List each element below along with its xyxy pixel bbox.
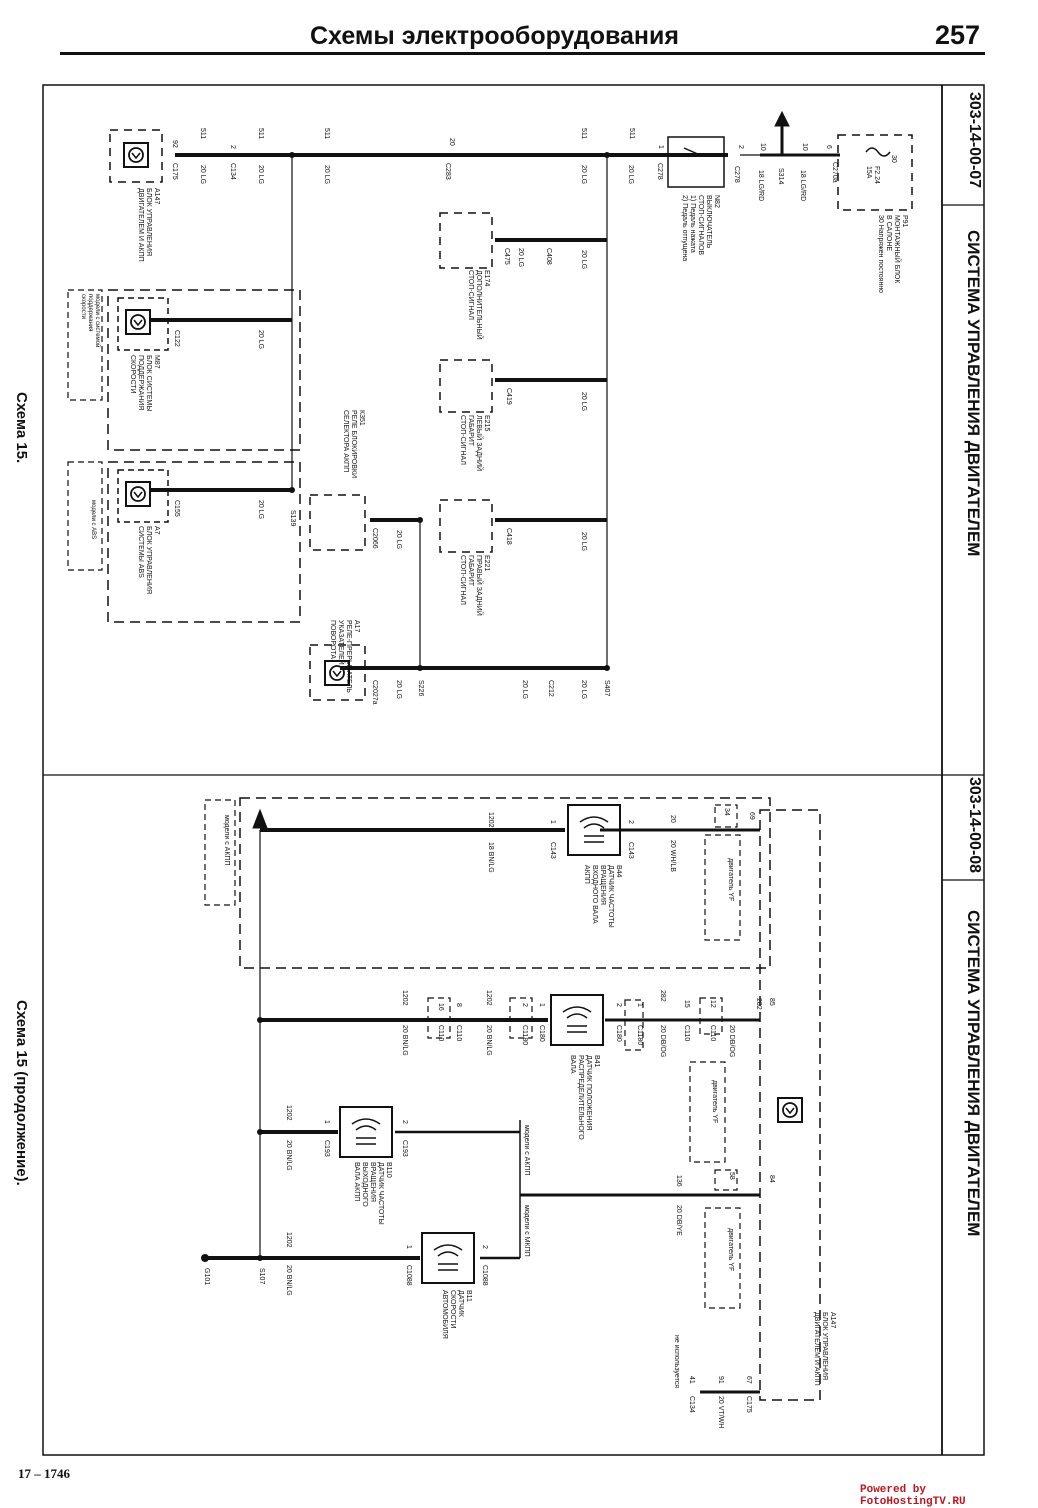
wire-bnlg-d: 20 BN/LG xyxy=(285,1265,292,1296)
pin-2-c1180: 2 xyxy=(521,1003,528,1007)
pin-2-b41: 2 xyxy=(615,1003,622,1007)
pin-58: 58 xyxy=(728,1172,735,1180)
c419: C419 xyxy=(505,388,512,405)
wire-lg-11: 20 LG xyxy=(580,532,587,552)
right-caption: Схема 15 (продолжение). xyxy=(13,1000,30,1186)
pin-2b: 2 xyxy=(229,145,236,149)
w511-c: 511 xyxy=(323,128,330,140)
pin-1a: 1 xyxy=(657,145,664,149)
b11-label: В11 ДАТЧИК СКОРОСТИ АВТОМОБИЛЯ xyxy=(441,1290,472,1339)
a147-right-label: А147 БЛОК УПРАВЛЕНИЯ ДВИГАТЕЛЕМ И АКПП xyxy=(813,1312,836,1386)
e174-label: Е174 ДОПОЛНИТЕЛЬНЫЙ СТОП-СИГНАЛ xyxy=(467,270,490,340)
c110-c: C110 xyxy=(455,1025,462,1042)
c408: C408 xyxy=(545,248,552,265)
pin-1-b41b: 1 xyxy=(538,1003,545,1007)
pin-85: 85 xyxy=(768,998,775,1006)
b41-sensor-icon xyxy=(551,995,603,1045)
c1088-a: C1088 xyxy=(481,1265,488,1286)
wire-lg-1: 20 LG xyxy=(627,165,634,185)
b41-label: В41 ДАТЧИК ПОЛОЖЕНИЯ РАСПРЕДЕЛИТЕЛЬНОГО ВАЛА xyxy=(569,1055,600,1140)
pin-2-b44: 2 xyxy=(627,820,634,824)
s226: S226 xyxy=(417,680,424,697)
wire-lgrd-2: 18 LG/RD xyxy=(757,170,764,202)
c2027a: C2027a xyxy=(371,680,378,705)
s107: S107 xyxy=(258,1268,265,1285)
pin-91: 91 xyxy=(717,1376,724,1384)
a7-note: модели с ABS xyxy=(90,500,96,540)
c155: C155 xyxy=(173,500,180,517)
c2066: C2066 xyxy=(371,528,378,549)
fuse-label: F2.24 15А xyxy=(865,166,880,184)
c270a: C270a xyxy=(831,162,838,183)
w282-a: 282 xyxy=(755,998,762,1010)
c143-a: C143 xyxy=(627,842,634,859)
left-system-title: СИСТЕМА УПРАВЛЕНИЯ ДВИГАТЕЛЕМ xyxy=(964,230,983,557)
wire-lg-5: 20 LG xyxy=(199,165,206,185)
s407: S407 xyxy=(603,680,610,697)
wire-lg-8: 20 LG xyxy=(257,330,264,350)
w1202-d: 1202 xyxy=(285,1105,292,1121)
c143-b: C143 xyxy=(549,842,556,859)
wire-lg-3: 20 LG xyxy=(323,165,330,185)
wire-dbog-b: 20 DB/OG xyxy=(659,1025,666,1058)
c193-a: C193 xyxy=(401,1140,408,1157)
c110-a: C110 xyxy=(709,1025,716,1042)
pin-16: 16 xyxy=(437,1003,444,1011)
c134-left: C134 xyxy=(229,163,236,180)
c122: C122 xyxy=(173,330,180,347)
c110-d: C110 xyxy=(437,1025,444,1042)
pin-34: 34 xyxy=(723,808,730,816)
e221-label: Е221 ПРАВЫЙ ЗАДНИЙ ГАБАРИТ СТОП-СИГНАЛ xyxy=(459,555,490,616)
wire-lg-15: 20 LG xyxy=(395,680,402,700)
engine-note-3: двигатель YF xyxy=(727,1228,734,1272)
wire-lg-12: 20 LG xyxy=(395,530,402,550)
wire-lg-14: 20 LG xyxy=(521,680,528,700)
e215-label: Е215 ЛЕВЫЙ ЗАДНИЙ ГАБАРИТ СТОП-СИГНАЛ xyxy=(459,415,490,472)
wire-lg-10: 20 LG xyxy=(257,500,264,520)
c212: C212 xyxy=(547,680,554,697)
footer-watermark: Powered by FotoHostingTV.RU xyxy=(860,1484,966,1508)
w1202-c: 1202 xyxy=(401,990,408,1006)
wire-lg-6: 20 LG xyxy=(517,248,524,268)
wire-bnlg-b: 20 BN/LG xyxy=(401,1025,408,1056)
pin-67: 67 xyxy=(745,1376,752,1384)
w1202-e: 1202 xyxy=(285,1232,292,1248)
a17-label: А17 РЕЛЕ-ПРЕРЫВАТЕЛЬ УКАЗАТЕЛЕЙ ПОВОРОТА xyxy=(329,620,360,693)
engine-note-2: двигатель YF xyxy=(711,1080,718,1124)
akpp-note-2: модели с АКПП xyxy=(523,1125,530,1176)
c1088-b: C1088 xyxy=(405,1265,412,1286)
c1180-a: C1180 xyxy=(636,1025,643,1046)
pin-1-b11: 1 xyxy=(405,1245,412,1249)
pin-12: 12 xyxy=(709,1000,716,1008)
wire-lg-2: 20 LG xyxy=(580,165,587,185)
pin-6: 6 xyxy=(825,145,832,149)
m87-note: модели с системой поддержания скорости xyxy=(80,294,100,348)
w1202-b: 1202 xyxy=(485,990,492,1006)
pin-10a: 10 xyxy=(801,143,808,151)
s314: S314 xyxy=(777,168,784,185)
right-junctions xyxy=(201,1017,263,1262)
wire-vtwh: 20 VT/WH xyxy=(717,1396,724,1429)
left-caption: Схема 15. xyxy=(13,392,30,464)
right-code: 303-14-00-08 xyxy=(966,777,983,874)
w511-b: 511 xyxy=(580,128,587,140)
w20: 20 xyxy=(448,138,455,146)
c110-b: C110 xyxy=(683,1025,690,1042)
pin-2-b110: 2 xyxy=(401,1120,408,1124)
wire-lg-7: 20 LG xyxy=(580,250,587,270)
wire-lg-9: 20 LG xyxy=(580,392,587,412)
c193-b: C193 xyxy=(323,1140,330,1157)
wire-lg-13: 20 LG xyxy=(580,680,587,700)
wire-whlb: 20 WH/LB xyxy=(669,840,676,872)
w511-e: 511 xyxy=(199,128,206,140)
right-system-title: СИСТЕМА УПРАВЛЕНИЯ ДВИГАТЕЛЕМ xyxy=(964,910,983,1237)
w282-b: 282 xyxy=(659,990,666,1002)
pin-15: 15 xyxy=(683,1000,690,1008)
left-scheme-wires xyxy=(150,112,840,668)
b110-label: В110 ДАТЧИК ЧАСТОТЫ ВРАЩЕНИЯ ВЫХОДНОГО ВАЛА АКПП xyxy=(353,1162,392,1225)
page-header-title: Схемы электрооборудования xyxy=(310,22,679,50)
pin-1-b41a: 1 xyxy=(636,1003,643,1007)
m87-label: М87 БЛОК СИСТЕМЫ ПОДДЕРЖАНИЯ СКОРОСТИ xyxy=(129,355,160,412)
s139: S139 xyxy=(289,510,296,527)
pin-2a: 2 xyxy=(737,145,744,149)
page-number: 257 xyxy=(935,20,981,50)
w20-right: 20 xyxy=(669,815,676,823)
pin-92: 92 xyxy=(171,140,178,148)
g101: G101 xyxy=(203,1268,210,1286)
m87-ecu-icon xyxy=(126,310,150,334)
pin-8: 8 xyxy=(455,1003,462,1007)
wire-dbog-a: 20 DB/OG xyxy=(728,1025,735,1058)
left-components xyxy=(68,130,912,700)
pin-2-b11: 2 xyxy=(481,1245,488,1249)
wire-dbye: 20 DB/YE xyxy=(675,1205,682,1236)
a147-right-ecu-icon xyxy=(778,1098,802,1122)
unused-note: не используется xyxy=(673,1335,680,1389)
a7-label: А7 БЛОК УПРАВЛЕНИЯ СИСТЕМЫ ABS xyxy=(137,526,160,594)
b44-label: В44 ДАТЧИК ЧАСТОТЫ ВРАЩЕНИЯ ВХОДНОГО ВАЛА АКПП xyxy=(583,865,622,928)
a7-ecu-icon xyxy=(126,482,150,506)
footer-page-code: 17 – 1746 xyxy=(18,1466,70,1481)
pin-41: 41 xyxy=(688,1376,695,1384)
pin-10b: 10 xyxy=(759,143,766,151)
w1202-a: 1202 xyxy=(487,812,494,828)
c175-right: C175 xyxy=(745,1396,752,1413)
c418: C418 xyxy=(505,528,512,545)
b11-sensor-icon xyxy=(422,1233,474,1283)
pin-30: 30 xyxy=(890,155,897,163)
wire-lg-4: 20 LG xyxy=(257,165,264,185)
pin-1-b44: 1 xyxy=(549,820,556,824)
wire-bnlg-c: 20 BN/LG xyxy=(285,1140,292,1171)
wire-bnlg-a: 20 BN/LG xyxy=(485,1025,492,1056)
mkpp-note: модели с МКПП xyxy=(523,1205,530,1257)
a147-ecu-icon xyxy=(124,143,148,167)
akpp-note-1: модели с АКПП xyxy=(223,815,230,866)
wire-bnlg18: 18 BN/LG xyxy=(487,842,494,873)
n82-label: N82 ВЫКЛЮЧАТЕЛЬ СТОП-СИГНАЛОВ 1) Педаль нажата 2) Педаль отпущена xyxy=(681,195,720,262)
page-frame xyxy=(43,85,984,1455)
c475: C475 xyxy=(503,248,510,265)
wire-lgrd-1: 18 LG/RD xyxy=(799,170,806,202)
w136: 136 xyxy=(675,1175,682,1187)
engine-note-1: двигатель YF xyxy=(727,858,734,902)
pin-1-b110: 1 xyxy=(323,1120,330,1124)
c1180-b: C1180 xyxy=(521,1025,528,1046)
c180-b: C180 xyxy=(538,1025,545,1042)
b110-sensor-icon xyxy=(340,1107,392,1157)
pin-69: 69 xyxy=(748,812,755,820)
c180-a: C180 xyxy=(615,1025,622,1042)
c283: C283 xyxy=(444,163,451,180)
c134-right: C134 xyxy=(688,1396,695,1413)
w511-a: 511 xyxy=(628,128,635,140)
pin-84: 84 xyxy=(768,1175,775,1183)
left-code: 303-14-00-07 xyxy=(966,92,983,189)
c278-a: C278 xyxy=(733,166,740,183)
c278-b: C278 xyxy=(656,163,663,180)
w511-d: 511 xyxy=(257,128,264,140)
a147-left-label: А147 БЛОК УПРАВЛЕНИЯ ДВИГАТЕЛЕМ И АКПП xyxy=(137,188,160,262)
k351-label: К351 РЕЛЕ БЛОКИРОВКИ СЕЛЕКТОРА АКПП xyxy=(342,410,365,479)
p91-label: Р91 МОНТАЖНЫЙ БЛОК В САЛОНЕ 30 Напряжен постоянно xyxy=(877,215,908,294)
c175-left: C175 xyxy=(171,163,178,180)
